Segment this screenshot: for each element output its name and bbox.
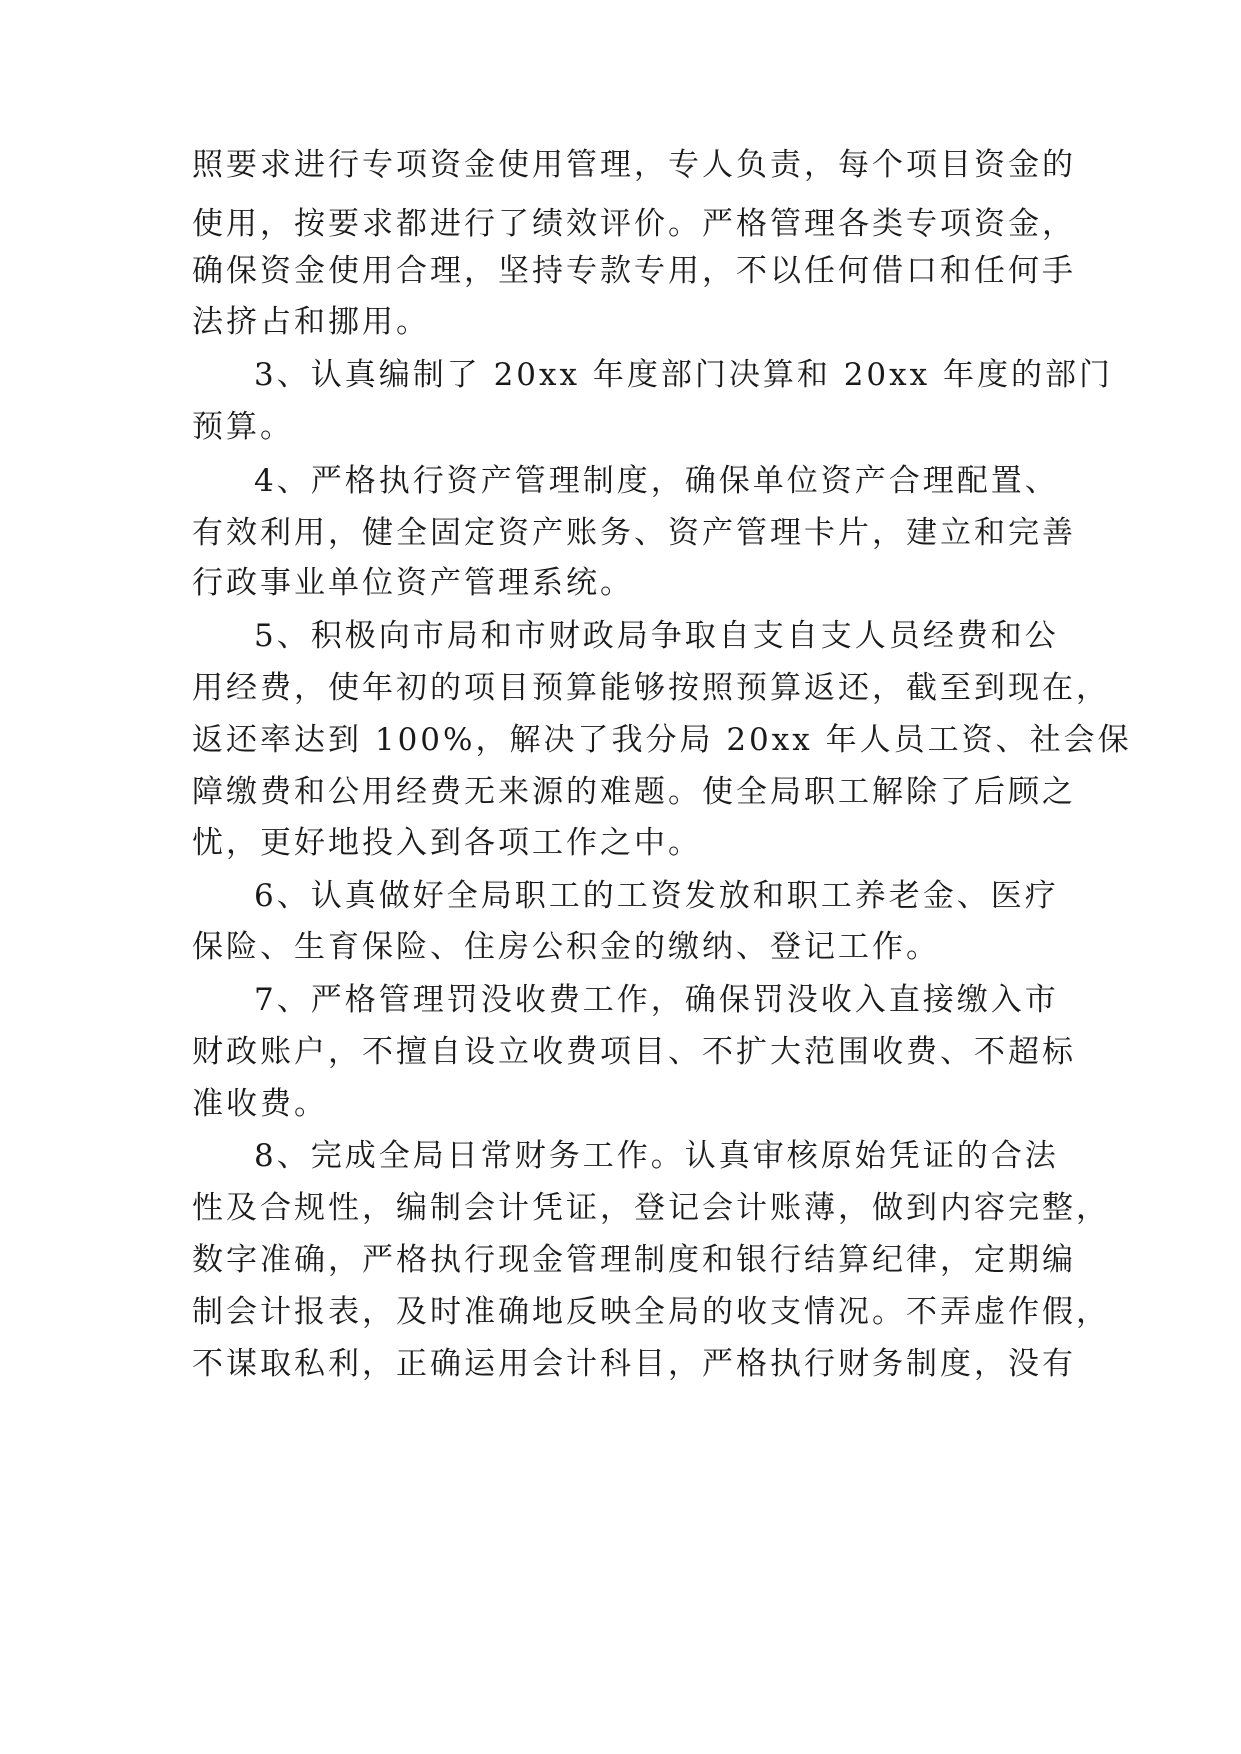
text-line: 保险、生育保险、住房公积金的缴纳、登记工作。 — [192, 929, 940, 965]
text-line: 性及合规性，编制会计凭证，登记会计账薄，做到内容完整， — [192, 1190, 1110, 1226]
text-line: 用经费，使年初的项目预算能够按照预算返还，截至到现在， — [192, 670, 1110, 706]
text-line: 制会计报表，及时准确地反映全局的收支情况。不弄虚作假， — [192, 1294, 1110, 1330]
text-line: 5、积极向市局和市财政局争取自支自支人员经费和公 — [254, 618, 1059, 654]
text-line: 预算。 — [192, 409, 294, 445]
text-line: 准收费。 — [192, 1086, 328, 1122]
text-line: 有效利用，健全固定资产账务、资产管理卡片，建立和完善 — [192, 515, 1076, 551]
text-line: 使用，按要求都进行了绩效评价。严格管理各类专项资金， — [192, 206, 1076, 242]
text-line: 不谋取私利，正确运用会计科目，严格执行财务制度，没有 — [192, 1346, 1076, 1382]
text-line: 障缴费和公用经费无来源的难题。使全局职工解除了后顾之 — [192, 774, 1076, 810]
text-line: 返还率达到 100%，解决了我分局 20xx 年人员工资、社会保 — [192, 722, 1132, 758]
text-line: 法挤占和挪用。 — [192, 304, 430, 340]
text-line: 财政账户，不擅自设立收费项目、不扩大范围收费、不超标 — [192, 1034, 1076, 1070]
text-line: 确保资金使用合理，坚持专款专用，不以任何借口和任何手 — [192, 253, 1076, 289]
text-line: 8、完成全局日常财务工作。认真审核原始凭证的合法 — [254, 1138, 1059, 1174]
text-line: 照要求进行专项资金使用管理，专人负责，每个项目资金的 — [192, 147, 1076, 183]
text-line: 数字准确，严格执行现金管理制度和银行结算纪律，定期编 — [192, 1242, 1076, 1278]
text-line: 3、认真编制了 20xx 年度部门决算和 20xx 年度的部门 — [254, 357, 1113, 393]
text-line: 4、严格执行资产管理制度，确保单位资产合理配置、 — [254, 463, 1059, 499]
text-line: 7、严格管理罚没收费工作，确保罚没收入直接缴入市 — [254, 982, 1059, 1018]
text-line: 行政事业单位资产管理系统。 — [192, 565, 634, 601]
text-line: 忧，更好地投入到各项工作之中。 — [192, 825, 702, 861]
text-line: 6、认真做好全局职工的工资发放和职工养老金、医疗 — [254, 878, 1059, 914]
